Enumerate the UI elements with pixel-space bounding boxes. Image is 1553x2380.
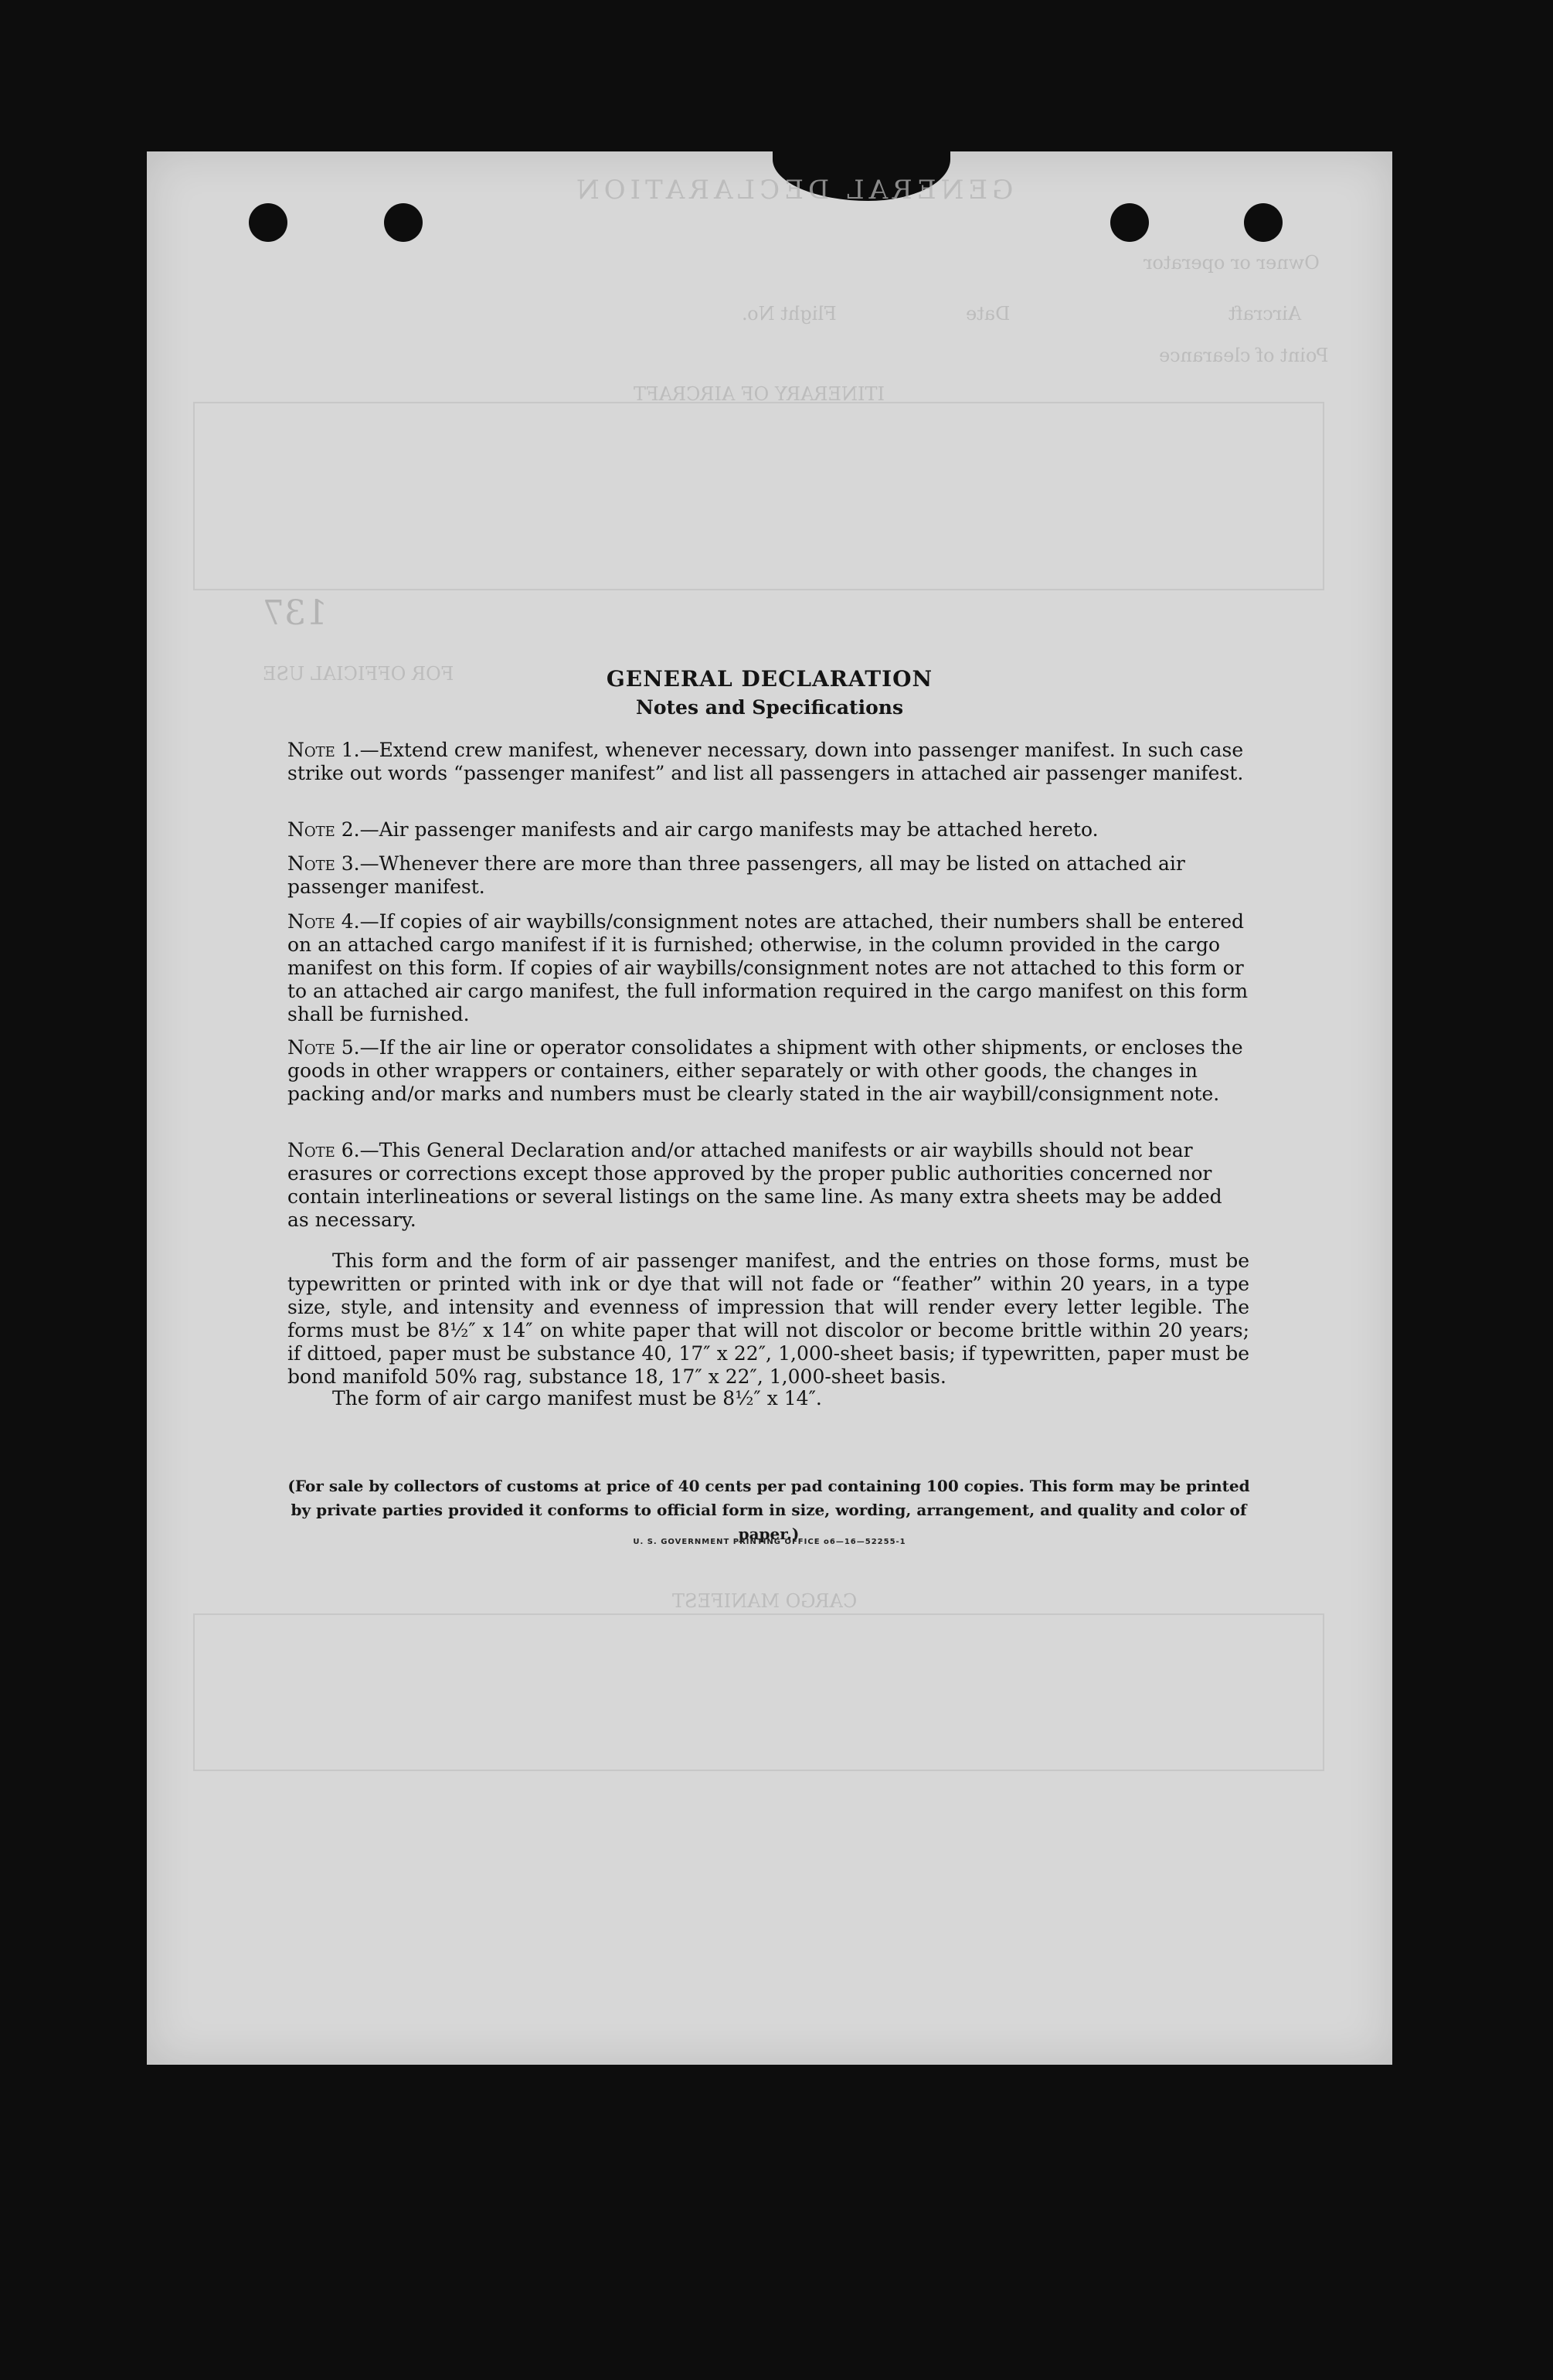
note-5-text: —If the air line or operator consolidates a shipment with other shipments, or encloses the goods in other wrappers or containers, either separately or with other goods, the changes in packing and/or marks and numbers must be clearly stated in the air waybill/consignment note. — [287, 1036, 1243, 1105]
cargo-size-line: The form of air cargo manifest must be 8½″ x 14″. — [332, 1387, 822, 1409]
bleed-owner-label: Owner or operator — [1144, 252, 1320, 274]
note-2-text: —Air passenger manifests and air cargo manifests may be attached hereto. — [359, 818, 1099, 841]
bleed-aircraft-label: Aircraft — [1228, 303, 1302, 325]
punch-hole-4 — [1244, 203, 1283, 242]
note-1 — [287, 739, 1249, 785]
bleed-clearance-label: Point of clearance — [1159, 345, 1329, 366]
bleed-itinerary-table — [193, 402, 1324, 590]
note-2 — [287, 818, 1249, 842]
bleed-cargo-table — [193, 1613, 1324, 1771]
bleed-date-label: Date — [966, 303, 1011, 325]
printer-line: U. S. GOVERNMENT PRINTING OFFICE o6—16—52255-1 — [633, 1538, 906, 1546]
punch-hole-1 — [249, 203, 287, 242]
note-4-label: Note 4. — [287, 910, 360, 933]
note-2-label: Note 2. — [287, 818, 360, 841]
note-1-text: —Extend crew manifest, whenever necessary, down into passenger manifest. In such case strike out words “passenger manifest” and list all passengers in attached air passenger manifest. — [287, 739, 1244, 784]
note-6 — [287, 1139, 1249, 1232]
bleed-official-use: FOR OFFICIAL USE — [263, 663, 454, 685]
note-5-label: Note 5. — [287, 1036, 360, 1059]
note-1-label: Note 1. — [287, 739, 360, 761]
sale-notice: (For sale by collectors of customs at price of 40 cents per pad containing 100 copies. This form may be printed by private parties provided it conforms to official form in size, wording, arrangement, and quality and color of paper.) — [287, 1477, 1250, 1543]
note-5 — [287, 1036, 1249, 1106]
bleed-header-title: GENERAL DECLARATION — [572, 175, 1014, 206]
specifications-paragraph: This form and the form of air passenger manifest, and the entries on those forms, must be typewritten or printed with ink or dye that will not fade or “feather” within 20 years, in a type size, style, and intensity and evenness of impression that will render every letter legible. The forms must be 8½″ x 14″ on white paper that will not discolor or become brittle within 20 years; if dittoed, paper must be substance 40, 17″ x 22″, 1,000-sheet basis; if typewritten, paper must be bond manifold 50% rag, substance 18, 17″ x 22″, 1,000-sheet basis. — [287, 1250, 1249, 1388]
note-3-text: —Whenever there are more than three passengers, all may be listed on attached air passenger manifest. — [287, 852, 1185, 898]
note-6-label: Note 6. — [287, 1139, 360, 1161]
page-title: GENERAL DECLARATION — [606, 666, 933, 692]
note-6-text: —This General Declaration and/or attached manifests or air waybills should not bear erasures or corrections except those approved by the proper public authorities concerned nor contain interlineations or several listings on the same line. As many extra sheets may be added as necessary. — [287, 1139, 1222, 1231]
bleed-stamp-number: 137 — [263, 593, 328, 633]
note-4 — [287, 910, 1249, 1026]
note-3 — [287, 852, 1249, 899]
note-4-text: —If copies of air waybills/consignment notes are attached, their numbers shall be entered on an attached cargo manifest if it is furnished; otherwise, in the column provided in the cargo manifest on this form. If copies of air waybills/consignment notes are not attached to this form or to an attached air cargo manifest, the full information required in the cargo manifest on this form shall be furnished. — [287, 910, 1249, 1025]
punch-hole-2 — [384, 203, 423, 242]
bleed-itinerary-label: ITINERARY OF AIRCRAFT — [634, 383, 885, 405]
bleed-cargo-manifest: CARGO MANIFEST — [672, 1590, 858, 1612]
bleed-flight-label: Flight No. — [742, 303, 837, 325]
note-3-label: Note 3. — [287, 852, 360, 875]
punch-hole-3 — [1110, 203, 1149, 242]
page-subtitle: Notes and Specifications — [635, 696, 904, 719]
